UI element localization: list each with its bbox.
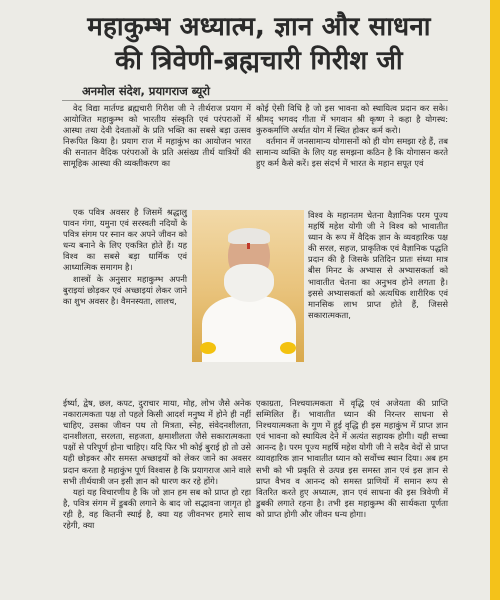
portrait-tilak <box>247 243 250 249</box>
flower-right <box>280 342 296 354</box>
portrait-photo <box>192 210 304 362</box>
article-column-2-lower <box>256 398 448 520</box>
paragraph: ईर्ष्या, द्वेष, छल, कपट, दुराचार माया, मोह, लोभ जैसे अनेक नकारात्मकता पक्ष तो पहले किसी आदर्श मनुष्य में होने ही नहीं चाहिए, उसका जीवन पथ तो मित्रता, स्नेह, संवेदनशीलता, दानशीलता, सरलता, सहजता, क्षमाशीलता जैसे सकारात्मकता पक्षों से परिपूर्ण होना चाहिए। यदि फिर भी कोई बुराई हो तो उसे यही छोड़कर और समस्त अच्छाइयों को लेकर जाने का अवसर प्रदान करता है महाकुंभ पूर्ण विश्वास है कि प्रयागराज आने वाले सभी तीर्थयात्री जन इसी ज्ञान को धारण कर रहे होंगे। <box>63 398 251 486</box>
portrait-beard <box>224 264 274 302</box>
paragraph: वर्तमान में जनसामान्य योगासनों को ही योग समझा रहे हैं, तब सामान्य व्यक्ति के लिए यह समझना कठिन है कि योगासन करते हुए कर्म कैसे करें। इस संदर्भ में भारत के महान सपूत एवं <box>256 136 448 169</box>
paragraph: विश्व के महानतम चेतना वैज्ञानिक परम पूज्य महर्षि महेश योगी जी ने विश्व को भावातीत ध्यान के रूप में वैदिक ज्ञान के व्यवहारिक पक्ष की सरल, सहज, प्राकृतिक एवं वैज्ञानिक पद्धति प्रदान की है जिसके प्रतिदिन प्रातः संध्या मात्र बीस मिनट के अभ्यास से अभ्यासकर्ता को भावातीत चेतना का अनुभव होने लगता है। इससे अभ्यासकर्ता को अत्यधिक शारीरिक एवं मानसिक लाभ प्राप्त होते हैं, जिससे सकारात्मकता, <box>308 210 448 320</box>
headline-line-1: महाकुम्भ अध्यात्म, ज्ञान और साधना <box>87 12 431 42</box>
paragraph: यहां यह विचारणीय है कि जो ज्ञान हम सब को प्राप्त हो रहा है, पवित्र संगम में डुबकी लगाने के बाद जो सद्भावना जागृत हो रही है, वह कितनी स्थाई है, क्या यह जीवनभर हमारे साथ रहेगी, क्या <box>63 486 251 531</box>
article-column-1-lower <box>63 398 251 531</box>
paragraph: शास्त्रों के अनुसार महाकुम्भ अपनी बुराइयां छोड़कर एवं अच्छाइयां लेकर जाने का शुभ अवसर है। वैमनस्यता, लालच, <box>63 273 187 306</box>
page-edge-strip <box>490 0 500 600</box>
paragraph: एकाग्रता, निश्चयात्मकता में वृद्धि एवं अजेयता की प्राप्ति सम्मिलित हैं। भावातीत ध्यान की निरन्तर साधना से निश्चयात्मकता के गुण में हुई वृद्धि ही इस महाकुंभ में प्राप्त ज्ञान एवं भावना को स्थायित्व देने में अत्यंत सहायक होगी। यही सच्चा आनन्द है। परम पूज्य महर्षि महेश योगी जी ने सदैव वेदों से प्राप्त व्यावहारिक ज्ञान भावातीत ध्यान को सर्वोच्च स्थान दिया। अब हम सभी को भी प्रकृति से उत्पन्न इस समस्त ज्ञान एवं इस ज्ञान से प्राप्त वैभव व आनन्द को समस्त प्राणियों में समान रूप से वितरित करते हुए अध्यात्म, ज्ञान एवं साधना की इस त्रिवेणी में डुबकी लगाते रहना है। तभी इस महाकुम्भ की सार्थकता पूर्णता को प्राप्त होगी और जीवन धन्य होगा। <box>256 398 448 519</box>
portrait-hair <box>228 228 270 244</box>
article-column-1-wrap <box>63 207 187 307</box>
article-column-1-intro <box>63 103 251 170</box>
byline-divider <box>62 100 448 101</box>
flower-left <box>200 342 216 354</box>
paragraph: एक पवित्र अवसर है जिसमें श्रद्धालु पावन गंगा, यमुना एवं सरस्वती नदियों के पवित्र संगम पर स्नान कर अपने जीवन को धन्य बनाने के लिए एकत्रित होते हैं। यह विश्व का सबसे बड़ा धार्मिक एवं आध्यात्मिक समागम है। <box>63 207 187 273</box>
byline: अनमोल संदेश, प्रयागराज ब्यूरो <box>82 84 210 98</box>
headline-line-2: की त्रिवेणी-ब्रह्मचारी गिरीश जी <box>115 46 403 76</box>
article-column-2-intro <box>256 103 448 170</box>
article-column-2-wrap <box>308 210 448 321</box>
headline <box>44 10 474 78</box>
paragraph: कोई ऐसी विधि है जो इस भावना को स्थायित्व प्रदान कर सके। श्रीमद् भगवद गीता में भगवान श्री कृष्ण ने कहा है योगस्थ: कुरुकर्माणि अर्थात योग में स्थित होकर कर्म करो। <box>256 103 448 136</box>
paragraph: वेद विद्या मार्तण्ड ब्रह्मचारी गिरीश जी ने तीर्थराज प्रयाग में आयोजित महाकुम्भ को भारतीय संस्कृति एवं परंपराओं में आस्था तथा देवी देवताओं के प्रति भक्ति का सबसे बड़ा उत्सव निरूपित किया है। प्रयाग राज में महाकुंभ का आयोजन भारत की सनातन वैदिक परंपराओं के प्रति असंख्य तीर्थ यात्रियों की सामूहिक आस्था की व्यक्तीकरण का <box>63 103 251 169</box>
